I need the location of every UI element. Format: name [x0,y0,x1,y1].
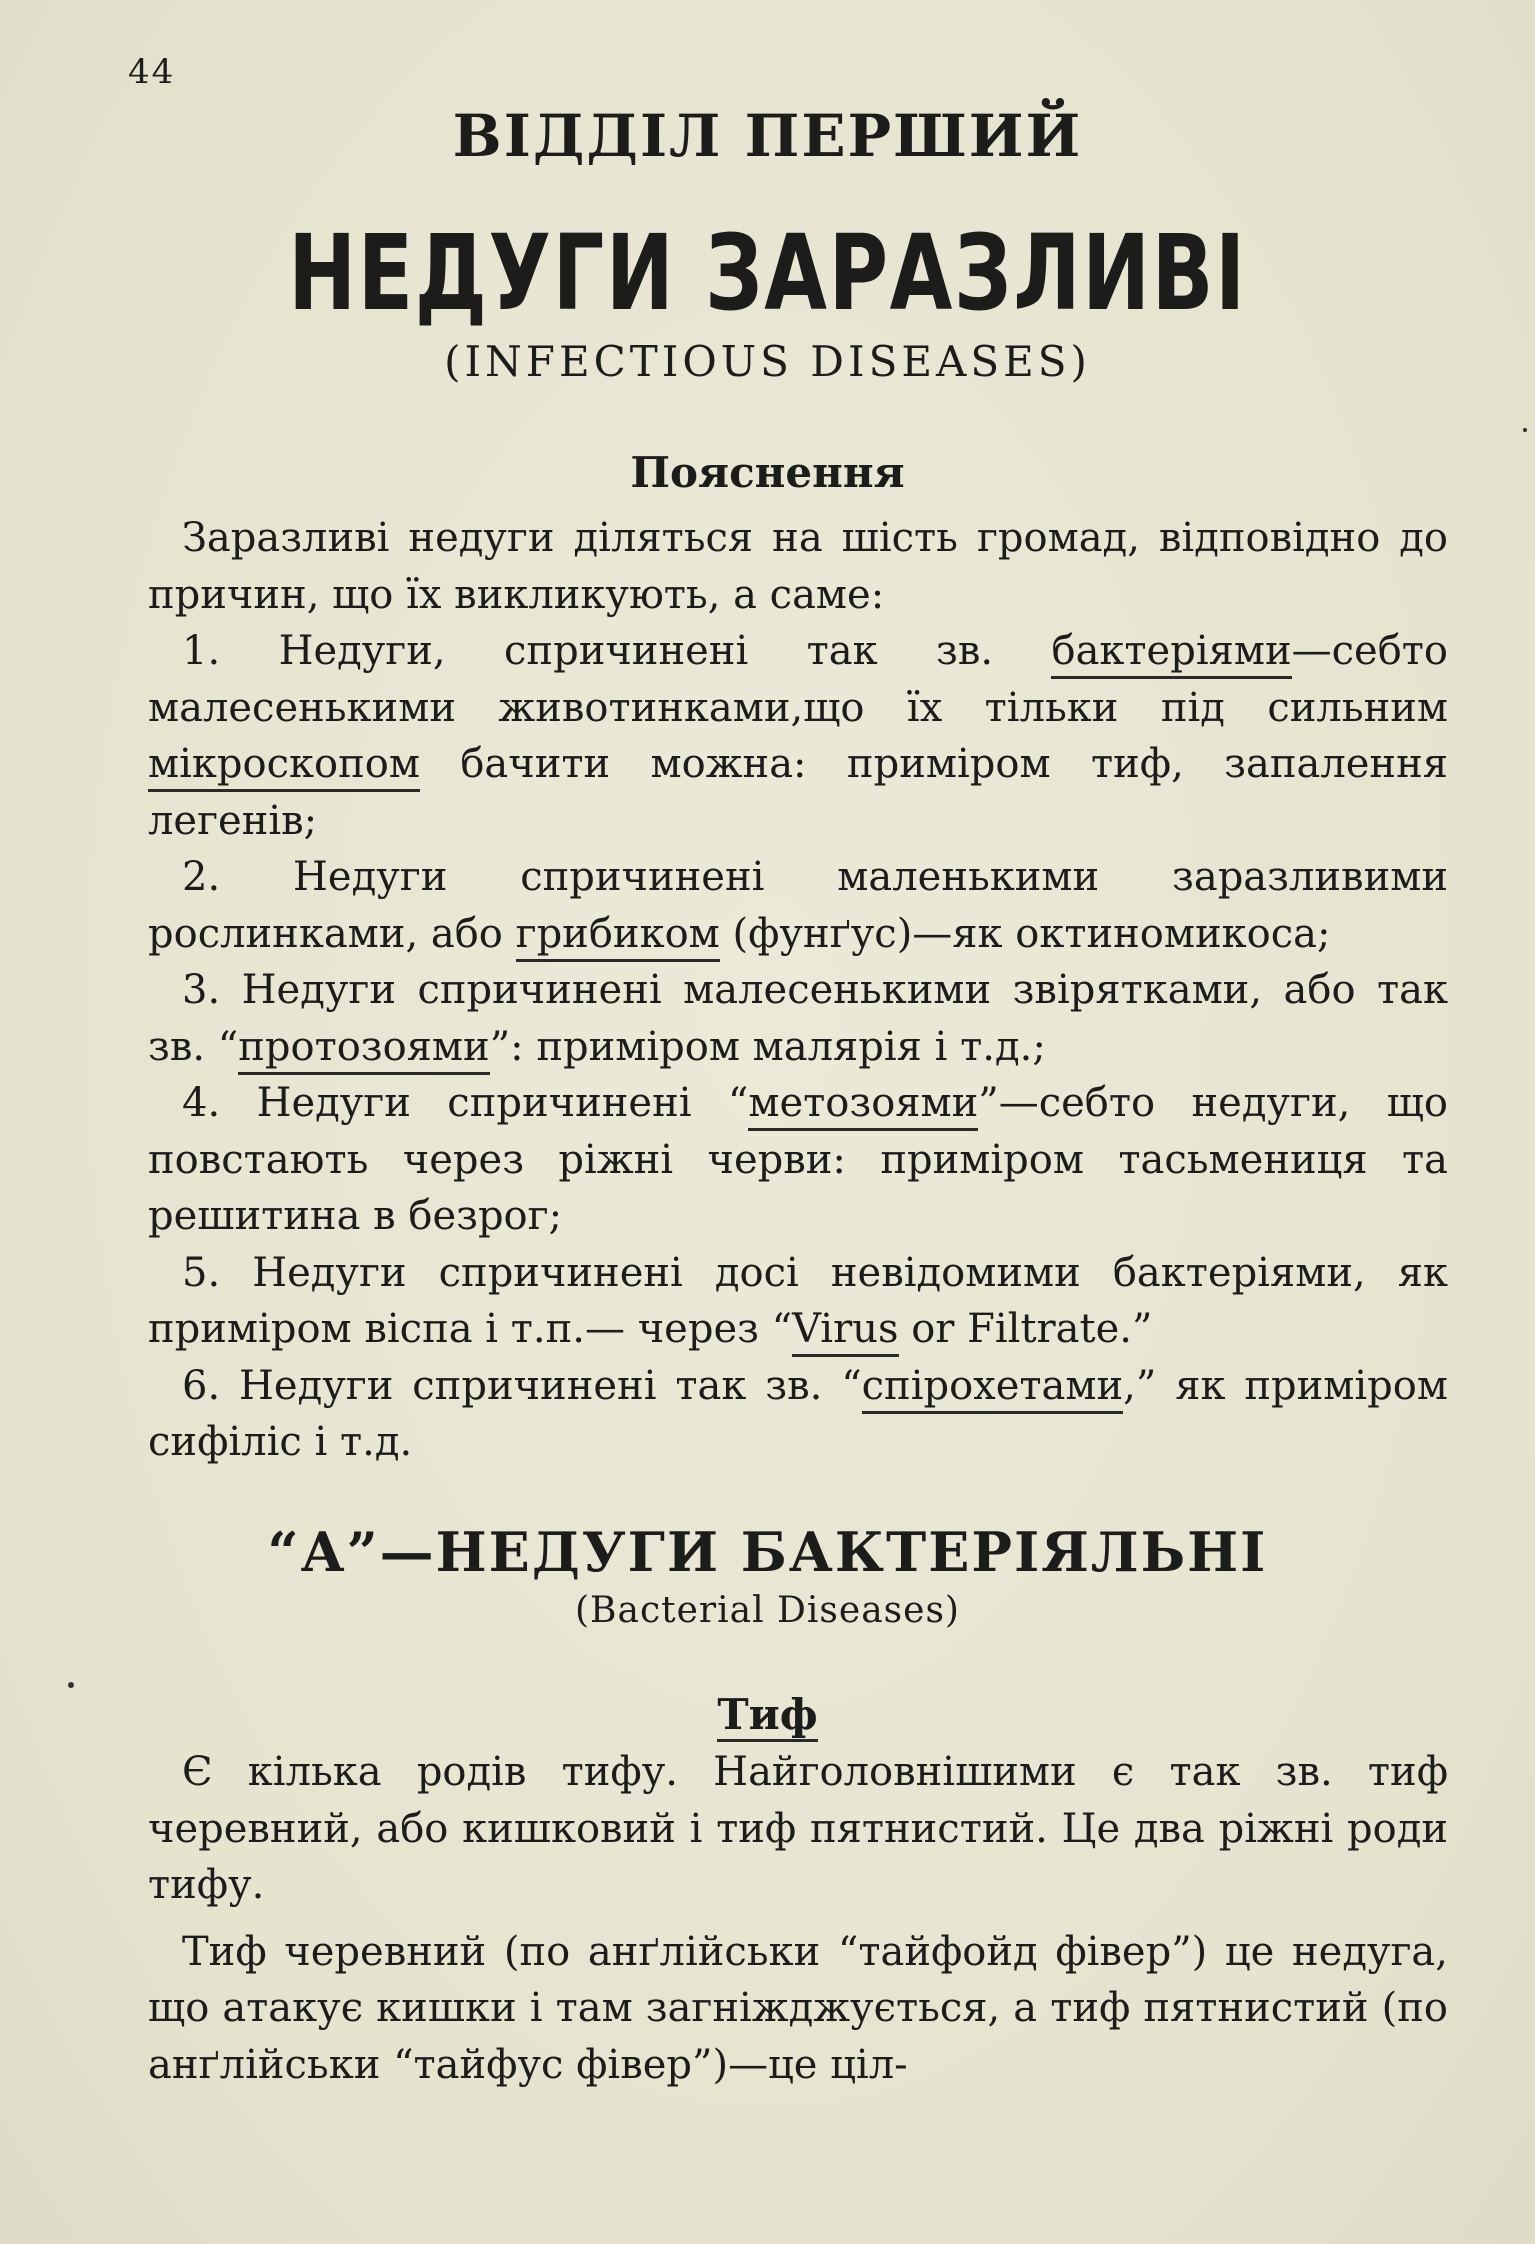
item-text: or Filtrate.” [898,1306,1153,1352]
list-item [148,849,1448,962]
bacterial-section-title: “А”—НЕДУГИ БАКТЕРІЯЛЬНІ [267,1520,1268,1584]
page-number: 44 [128,52,176,92]
underlined-term: метозоями [748,1080,978,1131]
explanation-title: Пояснення [630,448,905,497]
item-text: 1. Недуги, спричинені так зв. [182,628,1052,674]
item-text: 2. Недуги спричинені маленькими заразливими рослинками, або [148,854,1448,957]
typhus-body [148,1744,1448,2093]
underlined-term: грибиком [516,911,720,962]
paper-speck [68,1682,74,1688]
typhus-paragraph: Тиф черевний (по анґлійськи “тайфойд фівер”) це недуга, що атакує кишки і там загніжджується, а тиф пятнистий (по анґлійськи “тайфус фівер”)—це ціл- [148,1928,1448,2088]
item-text: 6. Недуги спричинені так зв. “ [182,1362,862,1409]
item-text: ”: приміром малярія і т.д.; [489,1023,1046,1070]
bacterial-section-subtitle: (Bacterial Diseases) [575,1590,960,1631]
typhus-title [0,1690,1535,1739]
explanation-body [148,510,1448,1471]
list-item [148,962,1448,1075]
item-text: бачити можна: приміром тиф, запалення легенів; [148,741,1448,844]
item-text: 4. Недуги спричинені “ [182,1080,749,1126]
list-item [148,1075,1448,1245]
underlined-term: мікроскопом [148,741,420,792]
typhus-title-text: Тиф [717,1690,817,1742]
list-item [148,1245,1448,1358]
list-item [148,1358,1448,1471]
chapter-subtitle: (INFECTIOUS DISEASES) [444,337,1091,386]
underlined-term: бактеріями [1051,628,1291,679]
item-text: ,” як приміром сифіліс і т.д. [148,1362,1448,1465]
underlined-term: спірохетами [862,1363,1124,1414]
item-text: 5. Недуги спричинені досі невідомими бактеріями, як приміром віспа і т.п.— через “ [148,1249,1448,1352]
underlined-term: протозоями [238,1024,489,1075]
chapter-title: НЕДУГИ ЗАРАЗЛИВІ [288,212,1247,334]
paper-speck [1523,428,1527,432]
item-text: 3. Недуги спричинені малесенькими звірятками, або так зв. “ [148,967,1448,1070]
list-item [148,623,1448,849]
section-heading: ВІДДІЛ ПЕРШИЙ [452,102,1083,170]
item-text: —себто малесенькими животинками,що їх тільки під сильним [148,628,1448,731]
intro-paragraph: Заразливі недуги діляться на шість громад, відповідно до причин, що їх викликують, а саме: [148,515,1448,618]
typhus-paragraph: Є кілька родів тифу. Найголовнішими є так зв. тиф черевний, або кишковий і тиф пятнистий. Це два ріжні роди тифу. [148,1749,1448,1908]
item-text: ”—себто недуги, що повстають через ріжні черви: приміром тасьмениця та решитина в безрог; [148,1080,1448,1239]
underlined-term: Virus [792,1306,898,1357]
item-text: (фунґус)—як октиномикоса; [719,910,1331,957]
